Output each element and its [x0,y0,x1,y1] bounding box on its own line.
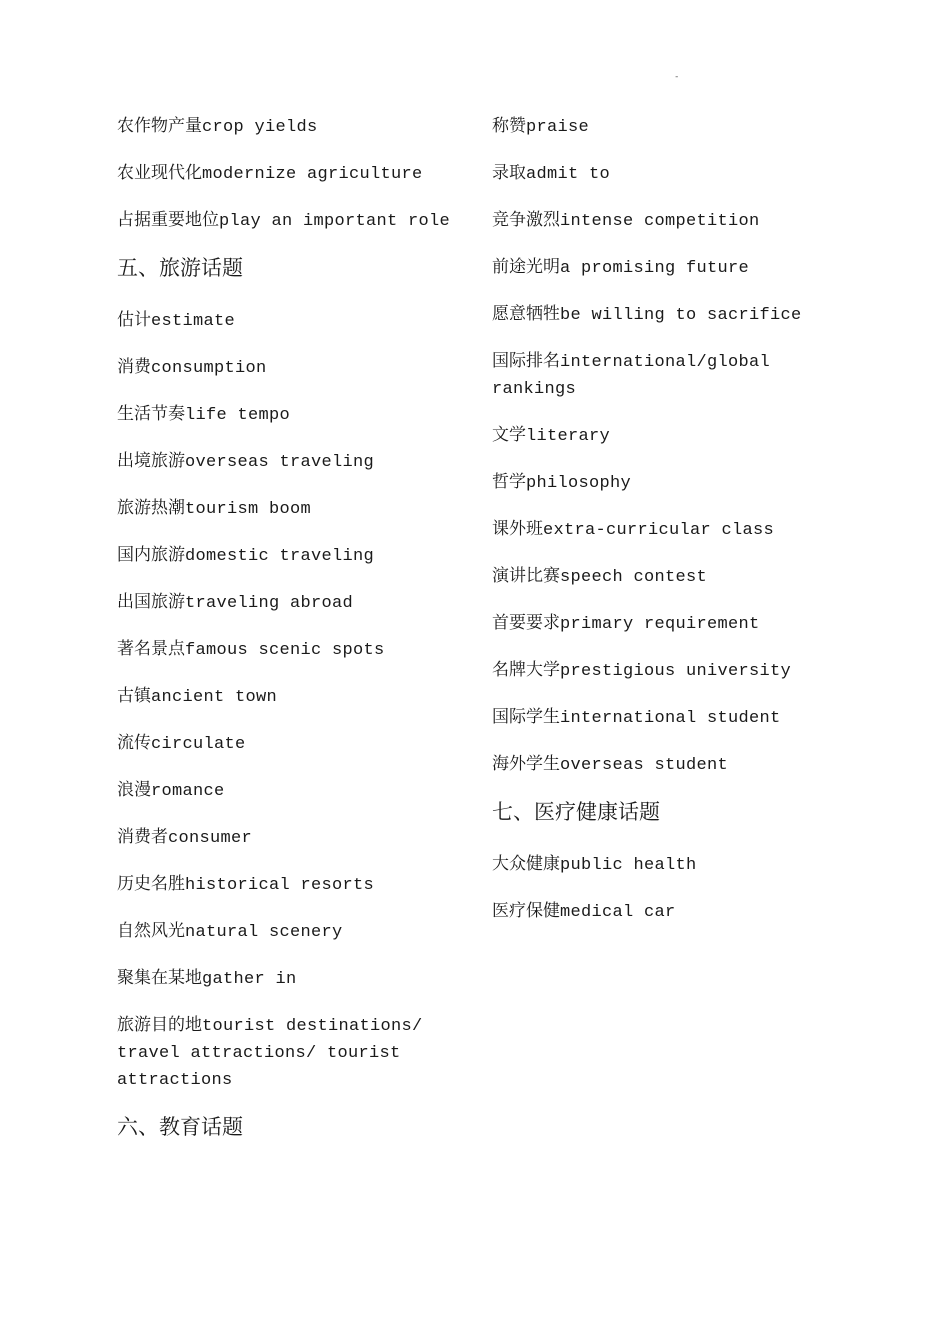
english-term: overseas student [560,756,729,775]
vocab-entry [492,610,832,637]
chinese-term: 医疗保健 [492,901,560,921]
english-term: intense competition [560,212,760,231]
chinese-term: 国际学生 [492,707,560,727]
vocab-entry [117,307,467,334]
chinese-term: 首要要求 [492,613,560,633]
vocab-entry [492,751,832,778]
left-column [117,113,467,1166]
chinese-term: 出境旅游 [117,451,185,471]
english-term: medical car [560,903,676,922]
chinese-term: 聚集在某地 [117,968,202,988]
chinese-term: 大众健康 [492,854,560,874]
section-heading: 六、教育话题 [117,1115,243,1139]
chinese-term: 浪漫 [117,780,151,800]
english-term: natural scenery [185,923,343,942]
chinese-term: 历史名胜 [117,874,185,894]
page-mark: - [674,72,680,82]
vocab-entry [117,730,467,757]
english-term: traveling abroad [185,594,354,613]
english-term: historical resorts [185,876,375,895]
chinese-term: 录取 [492,163,526,183]
english-term: primary requirement [560,615,760,634]
section-heading: 七、医疗健康话题 [492,800,660,824]
chinese-term: 竞争激烈 [492,210,560,230]
vocab-entry [492,563,832,590]
vocab-entry [492,469,832,496]
chinese-term: 旅游热潮 [117,498,185,518]
english-term: be willing to sacrifice [560,306,802,325]
chinese-term: 国际排名 [492,351,560,371]
chinese-term: 农作物产量 [117,116,202,136]
english-term: public health [560,856,697,875]
english-term: tourist destinations/ travel attractions/ tourist attractions [117,1017,423,1090]
vocab-entry [117,495,467,522]
chinese-term: 演讲比赛 [492,566,560,586]
english-term: speech contest [560,568,708,587]
chinese-term: 生活节奏 [117,404,185,424]
vocab-entry [117,354,467,381]
section-heading: 五、旅游话题 [117,256,243,280]
chinese-term: 农业现代化 [117,163,202,183]
right-column [492,113,832,945]
english-term: romance [151,782,225,801]
english-term: ancient town [151,688,278,707]
vocab-entry [117,401,467,428]
vocab-entry [117,965,467,992]
vocab-entry [117,636,467,663]
english-term: life tempo [185,406,291,425]
vocab-entry [492,301,832,328]
chinese-term: 估计 [117,310,151,330]
english-term: consumer [168,829,253,848]
english-term: extra-curricular class [543,521,775,540]
vocab-entry [117,683,467,710]
vocab-entry [117,207,467,234]
english-term: gather in [202,970,297,989]
english-term: consumption [151,359,267,378]
chinese-term: 消费者 [117,827,168,847]
english-term: prestigious university [560,662,792,681]
vocab-entry [117,448,467,475]
english-term: modernize agriculture [202,165,423,184]
english-term: play an important role [219,212,451,231]
vocab-entry [117,589,467,616]
english-term: famous scenic spots [185,641,385,660]
english-term: a promising future [560,259,750,278]
vocab-entry [117,1012,467,1093]
chinese-term: 消费 [117,357,151,377]
vocab-entry [117,542,467,569]
chinese-term: 著名景点 [117,639,185,659]
english-term: estimate [151,312,236,331]
vocab-entry [492,254,832,281]
chinese-term: 文学 [492,425,526,445]
vocab-entry [492,113,832,140]
chinese-term: 流传 [117,733,151,753]
chinese-term: 称赞 [492,116,526,136]
vocab-entry [117,824,467,851]
chinese-term: 古镇 [117,686,151,706]
vocab-entry [492,704,832,731]
vocab-entry [117,113,467,140]
english-term: overseas traveling [185,453,375,472]
chinese-term: 占据重要地位 [117,210,219,230]
english-term: international/global rankings [492,353,771,399]
chinese-term: 哲学 [492,472,526,492]
chinese-term: 前途光明 [492,257,560,277]
vocab-entry [117,871,467,898]
vocab-entry [492,160,832,187]
chinese-term: 国内旅游 [117,545,185,565]
vocab-entry [117,160,467,187]
vocab-entry [117,918,467,945]
english-term: domestic traveling [185,547,375,566]
vocab-entry [492,348,832,402]
english-term: philosophy [526,474,632,493]
chinese-term: 出国旅游 [117,592,185,612]
english-term: circulate [151,735,246,754]
chinese-term: 课外班 [492,519,543,539]
vocab-entry [117,777,467,804]
chinese-term: 自然风光 [117,921,185,941]
english-term: literary [526,427,611,446]
vocab-entry [492,207,832,234]
chinese-term: 愿意牺牲 [492,304,560,324]
english-term: praise [526,118,590,137]
chinese-term: 名牌大学 [492,660,560,680]
english-term: international student [560,709,781,728]
chinese-term: 海外学生 [492,754,560,774]
chinese-term: 旅游目的地 [117,1015,202,1035]
vocab-entry [492,422,832,449]
vocab-entry [492,657,832,684]
english-term: admit to [526,165,611,184]
vocab-entry [492,516,832,543]
english-term: tourism boom [185,500,312,519]
english-term: crop yields [202,118,318,137]
vocab-entry [492,851,832,878]
vocab-entry [492,898,832,925]
